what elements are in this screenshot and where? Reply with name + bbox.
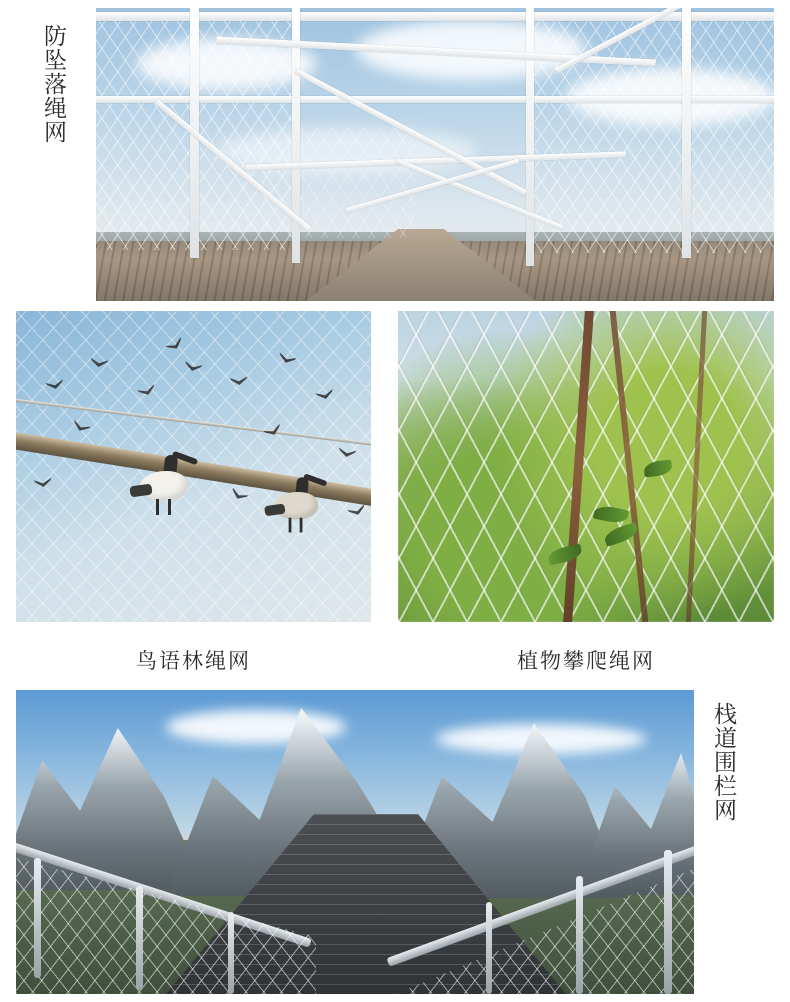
safety-mesh-panel (526, 18, 774, 253)
railing-post (136, 886, 143, 990)
perched-ibis (134, 451, 194, 515)
safety-mesh-panel (296, 128, 416, 238)
railing-post (664, 850, 672, 994)
label-fall-protection-net: 防坠落绳网 (39, 24, 66, 144)
bird-aviary-photo (16, 311, 371, 622)
caption-bird-aviary-net: 鸟语林绳网 (136, 649, 251, 673)
railing-post (34, 858, 41, 978)
railing-post (576, 876, 583, 994)
railing-post (228, 912, 234, 994)
ibis-leg (300, 518, 303, 533)
rooftop-canopy-photo (96, 8, 774, 301)
perched-ibis (268, 474, 323, 533)
ibis-leg (156, 499, 159, 515)
steel-column (682, 8, 691, 258)
cliff-walkway-photo (16, 690, 694, 994)
caption-plant-climbing-net: 植物攀爬绳网 (517, 649, 655, 673)
ibis-leg (168, 499, 171, 515)
plant-climbing-photo (398, 311, 774, 622)
ibis-leg (289, 518, 292, 533)
label-walkway-fence-net: 栈道围栏网 (709, 702, 736, 822)
steel-column (526, 8, 534, 266)
railing-post (486, 902, 492, 994)
